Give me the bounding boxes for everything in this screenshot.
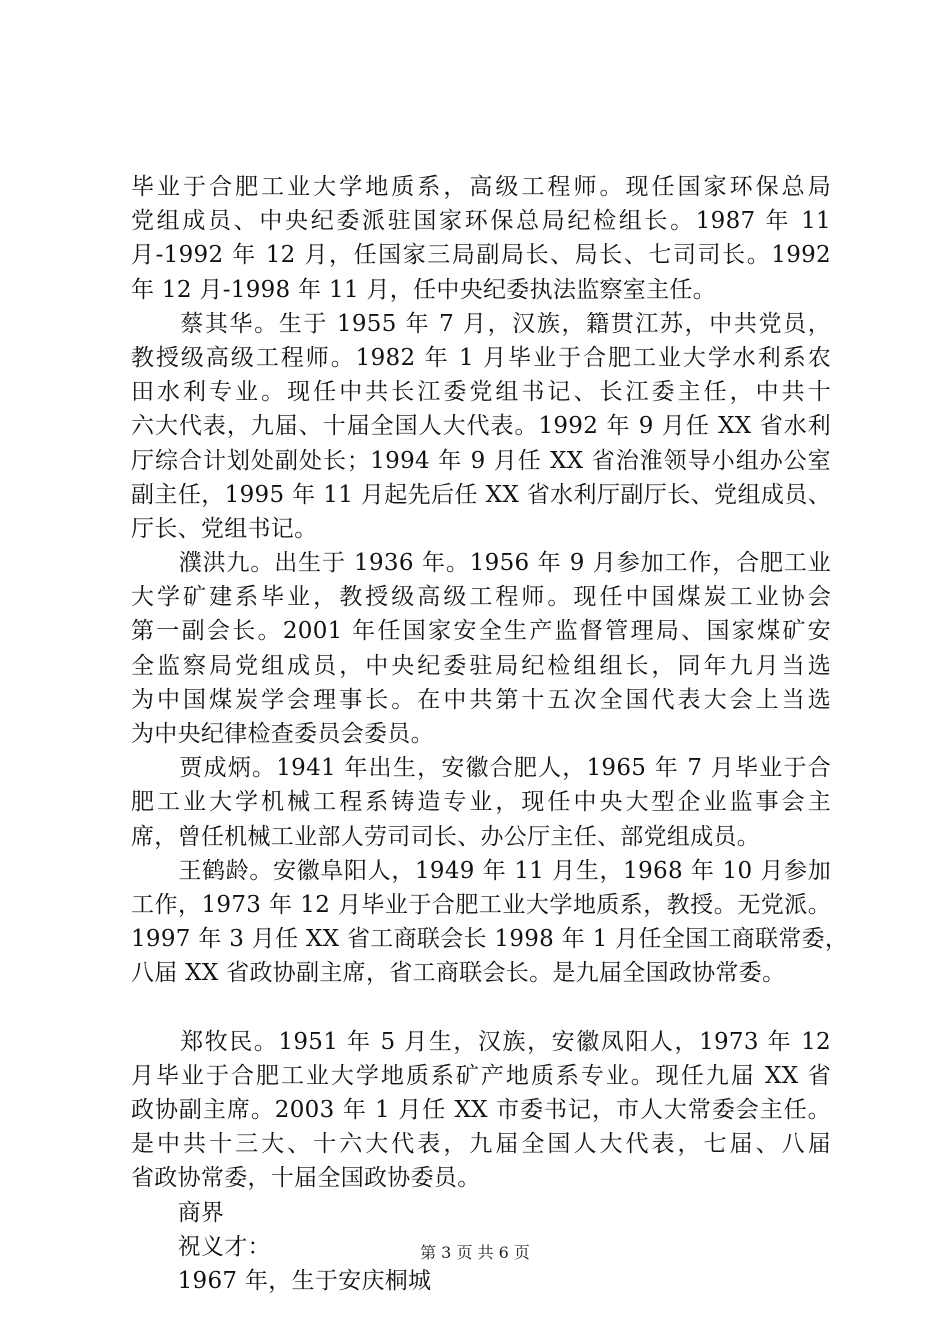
text-line: 肥工业大学机械工程系铸造专业，现任中央大型企业监事会主 xyxy=(131,789,831,816)
text-line: 全监察局党组成员，中央纪委驻局纪检组组长，同年九月当选 xyxy=(131,652,831,679)
text-line: 1967 年，生于安庆桐城 xyxy=(131,1268,432,1294)
text-line: 大学矿建系毕业，教授级高级工程师。现任中国煤炭工业协会 xyxy=(131,584,831,611)
text-line: 1997 年 3 月任 XX 省工商联会长 1998 年 1 月任全国工商联常委， xyxy=(131,926,849,953)
text-line: 教授级高级工程师。1982 年 1 月毕业于合肥工业大学水利系农 xyxy=(131,344,831,371)
text-line: 为中国煤炭学会理事长。在中共第十五次全国代表大会上当选 xyxy=(131,686,831,713)
text-line: 毕业于合肥工业大学地质系，高级工程师。现任国家环保总局 xyxy=(131,174,831,200)
text-line: 商界 xyxy=(131,1199,225,1226)
text-line: 田水利专业。现任中共长江委党组书记、长江委主任，中共十 xyxy=(131,379,831,406)
text-line: 为中央纪律检查委员会委员。 xyxy=(131,721,434,747)
blank-line xyxy=(131,991,831,1025)
text-line: 郑牧民。1951 年 5 月生，汉族，安徽凤阳人，1973 年 12 xyxy=(131,1028,831,1055)
text-line: 副主任，1995 年 11 月起先后任 XX 省水利厅副厅长、党组成员、 xyxy=(131,481,831,508)
text-line: 厅综合计划处副处长；1994 年 9 月任 XX 省治淮领导小组办公室 xyxy=(131,447,831,474)
text-line: 月-1992 年 12 月，任国家三局副局长、局长、七司司长。1992 xyxy=(131,242,831,269)
text-line: 第一副会长。2001 年任国家安全生产监督管理局、国家煤矿安 xyxy=(131,618,831,645)
text-line: 月毕业于合肥工业大学地质系矿产地质系专业。现任九届 XX 省 xyxy=(131,1062,831,1089)
page-footer: 第 3 页 共 6 页 xyxy=(420,1243,530,1262)
text-line: 是中共十三大、十六大代表，九届全国人大代表，七届、八届 xyxy=(131,1131,831,1158)
text-line: 党组成员、中央纪委派驻国家环保总局纪检组长。1987 年 11 xyxy=(131,208,831,235)
text-line: 王鹤龄。安徽阜阳人，1949 年 11 月生，1968 年 10 月参加 xyxy=(131,857,831,884)
text-line: 六大代表，九届、十届全国人大代表。1992 年 9 月任 XX 省水利 xyxy=(131,413,831,440)
text-line: 席，曾任机械工业部人劳司司长、办公厅主任、部党组成员。 xyxy=(131,823,761,850)
text-line: 政协副主席。2003 年 1 月任 XX 市委书记，市人大常委会主任。 xyxy=(131,1097,831,1124)
text-line: 祝义才： xyxy=(131,1233,271,1260)
text-line: 八届 XX 省政协副主席，省工商联会长。是九届全国政协常委。 xyxy=(131,960,786,987)
text-line: 工作，1973 年 12 月毕业于合肥工业大学地质系，教授。无党派。 xyxy=(131,891,831,918)
text-line: 蔡其华。生于 1955 年 7 月，汉族，籍贯江苏，中共党员， xyxy=(131,310,831,337)
text-line: 年 12 月-1998 年 11 月，任中央纪委执法监察室主任。 xyxy=(131,276,716,303)
text-line: 省政协常委，十届全国政协委员。 xyxy=(131,1165,481,1192)
text-line: 贾成炳。1941 年出生，安徽合肥人，1965 年 7 月毕业于合 xyxy=(131,755,831,782)
text-line: 濮洪九。出生于 1936 年。1956 年 9 月参加工作，合肥工业 xyxy=(131,550,831,577)
document-body xyxy=(131,170,849,1298)
text-line: 厅长、党组书记。 xyxy=(131,515,318,542)
